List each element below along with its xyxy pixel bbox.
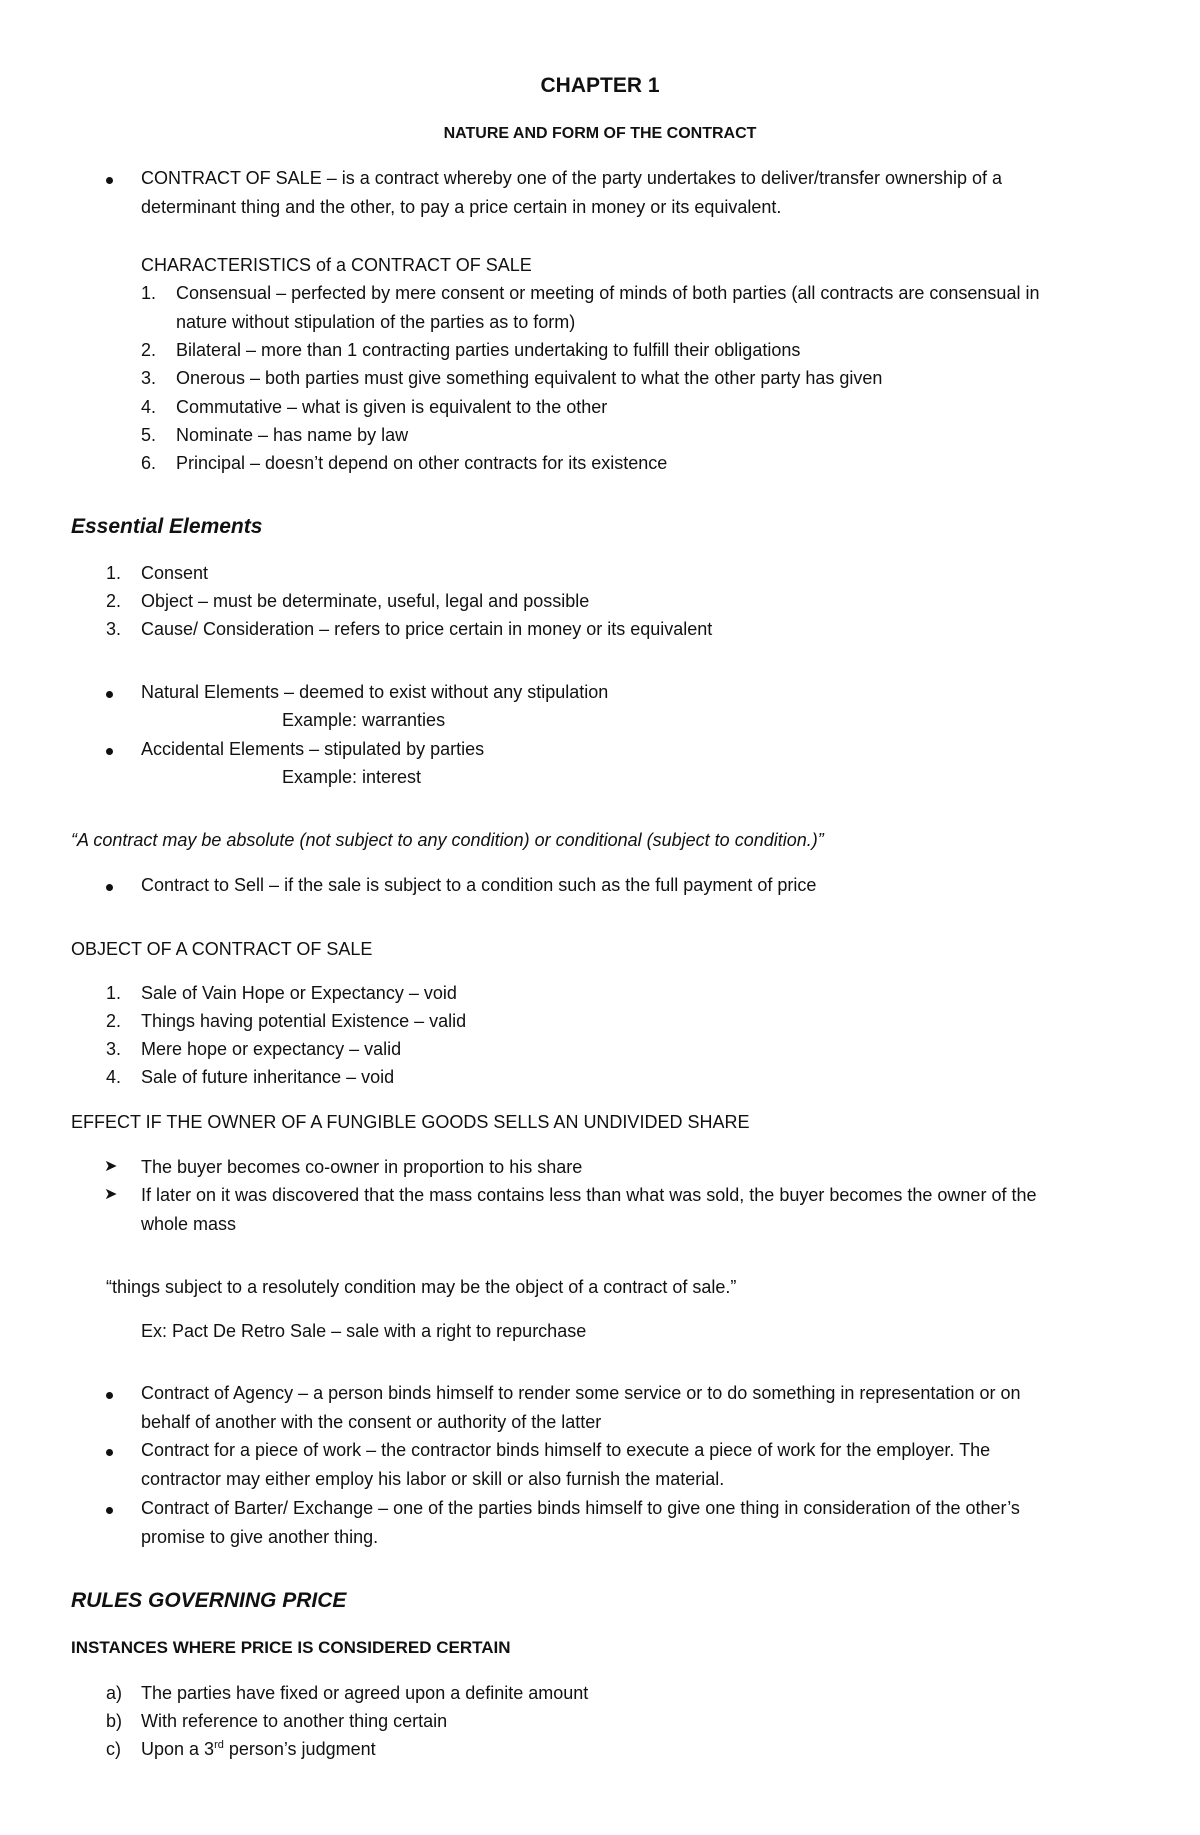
contract-piece-of-work-continued: contractor may either employ his labor or skill or also furnish the material. (141, 1469, 725, 1489)
list-item: The parties have fixed or agreed upon a definite amount (141, 1683, 589, 1703)
list-item: Principal – doesn’t depend on other contracts for its existence (176, 453, 668, 473)
definition-line: CONTRACT OF SALE – is a contract whereby one of the party undertakes to deliver/transfer ownership of a (141, 168, 1003, 188)
contract-barter: Contract of Barter/ Exchange – one of the parties binds himself to give one thing in consideration of the other’s (141, 1498, 1020, 1518)
contract-barter-continued: promise to give another thing. (141, 1527, 379, 1547)
list-number: 2. (106, 591, 122, 611)
bullet-dot-icon (106, 1392, 113, 1399)
list-number: 4. (141, 397, 157, 417)
contract-to-sell: Contract to Sell – if the sale is subject to a condition such as the full payment of price (141, 875, 817, 895)
item-c-text: Upon a 3 (141, 1739, 215, 1759)
quote-absolute-conditional: “A contract may be absolute (not subject to any condition) or conditional (subject to condition.)” (71, 830, 824, 850)
characteristics-heading: CHARACTERISTICS of a CONTRACT OF SALE (141, 255, 532, 275)
bullet-dot-icon (106, 884, 113, 891)
effect-item: The buyer becomes co-owner in proportion to his share (141, 1157, 583, 1177)
list-item: Sale of future inheritance – void (141, 1067, 395, 1087)
list-number: 3. (106, 619, 122, 639)
list-item: Nominate – has name by law (176, 425, 409, 445)
ordinal-suffix: rd (214, 1739, 224, 1751)
contract-piece-of-work: Contract for a piece of work – the contractor binds himself to execute a piece of work for the employer. The (141, 1440, 991, 1460)
rules-governing-price-heading: RULES GOVERNING PRICE (71, 1589, 347, 1612)
list-item: Mere hope or expectancy – valid (141, 1039, 402, 1059)
natural-example: Example: warranties (282, 710, 446, 730)
list-number: 1. (106, 563, 122, 583)
list-number: 2. (141, 340, 157, 360)
list-item: Commutative – what is given is equivalent to the other (176, 397, 608, 417)
list-number: 3. (106, 1039, 122, 1059)
effect-heading: EFFECT IF THE OWNER OF A FUNGIBLE GOODS SELLS AN UNDIVIDED SHARE (71, 1112, 750, 1132)
bullet-dot-icon (106, 1449, 113, 1456)
bullet-dot-icon (106, 1507, 113, 1514)
item-c-text-rest: person’s judgment (223, 1739, 376, 1759)
list-number: 1. (106, 983, 122, 1003)
list-item: Object – must be determinate, useful, legal and possible (141, 591, 590, 611)
list-number: 1. (141, 283, 157, 303)
list-number: 5. (141, 425, 157, 445)
arrow-bullet-icon: ➤ (104, 1186, 118, 1203)
instances-heading: INSTANCES WHERE PRICE IS CONSIDERED CERTAIN (71, 1638, 511, 1657)
list-letter: c) (106, 1739, 121, 1759)
list-item: Bilateral – more than 1 contracting parties undertaking to fulfill their obligations (176, 340, 801, 360)
list-letter: b) (106, 1711, 123, 1731)
list-item: Consent (141, 563, 209, 583)
list-item: Things having potential Existence – valid (141, 1011, 467, 1031)
essential-elements-heading: Essential Elements (71, 515, 263, 538)
effect-item-continued: whole mass (141, 1214, 237, 1234)
list-item: With reference to another thing certain (141, 1711, 448, 1731)
list-item: Consensual – perfected by mere consent or meeting of minds of both parties (all contracts are consensual in (176, 283, 1040, 303)
accidental-example: Example: interest (282, 767, 422, 787)
list-item: Onerous – both parties must give something equivalent to what the other party has given (176, 368, 883, 388)
list-number: 6. (141, 453, 157, 473)
list-number: 2. (106, 1011, 122, 1031)
bullet-dot-icon (106, 691, 113, 698)
arrow-bullet-icon: ➤ (104, 1158, 118, 1175)
effect-item: If later on it was discovered that the mass contains less than what was sold, the buyer becomes the owner of the (141, 1185, 1037, 1205)
bullet-dot-icon (106, 748, 113, 755)
object-heading: OBJECT OF A CONTRACT OF SALE (71, 939, 373, 959)
contract-agency-continued: behalf of another with the consent or authority of the latter (141, 1412, 602, 1432)
page-subtitle: NATURE AND FORM OF THE CONTRACT (443, 125, 757, 142)
quote-resolutely-condition: “things subject to a resolutely condition may be the object of a contract of sale.” (106, 1277, 737, 1297)
list-item: Cause/ Consideration – refers to price certain in money or its equivalent (141, 619, 713, 639)
natural-elements: Natural Elements – deemed to exist without any stipulation (141, 682, 609, 702)
pact-de-retro-example: Ex: Pact De Retro Sale – sale with a right to repurchase (141, 1321, 587, 1341)
list-letter: a) (106, 1683, 123, 1703)
page-title: CHAPTER 1 (540, 74, 660, 97)
contract-agency: Contract of Agency – a person binds himself to render some service or to do something in representation or on (141, 1383, 1021, 1403)
bullet-dot-icon (106, 177, 113, 184)
list-number: 3. (141, 368, 157, 388)
list-item-continued: nature without stipulation of the parties as to form) (176, 312, 576, 332)
list-item: Sale of Vain Hope or Expectancy – void (141, 983, 457, 1003)
list-item (141, 1738, 376, 1760)
definition-line: determinant thing and the other, to pay a price certain in money or its equivalent. (141, 197, 782, 217)
list-number: 4. (106, 1067, 122, 1087)
accidental-elements: Accidental Elements – stipulated by parties (141, 739, 485, 759)
